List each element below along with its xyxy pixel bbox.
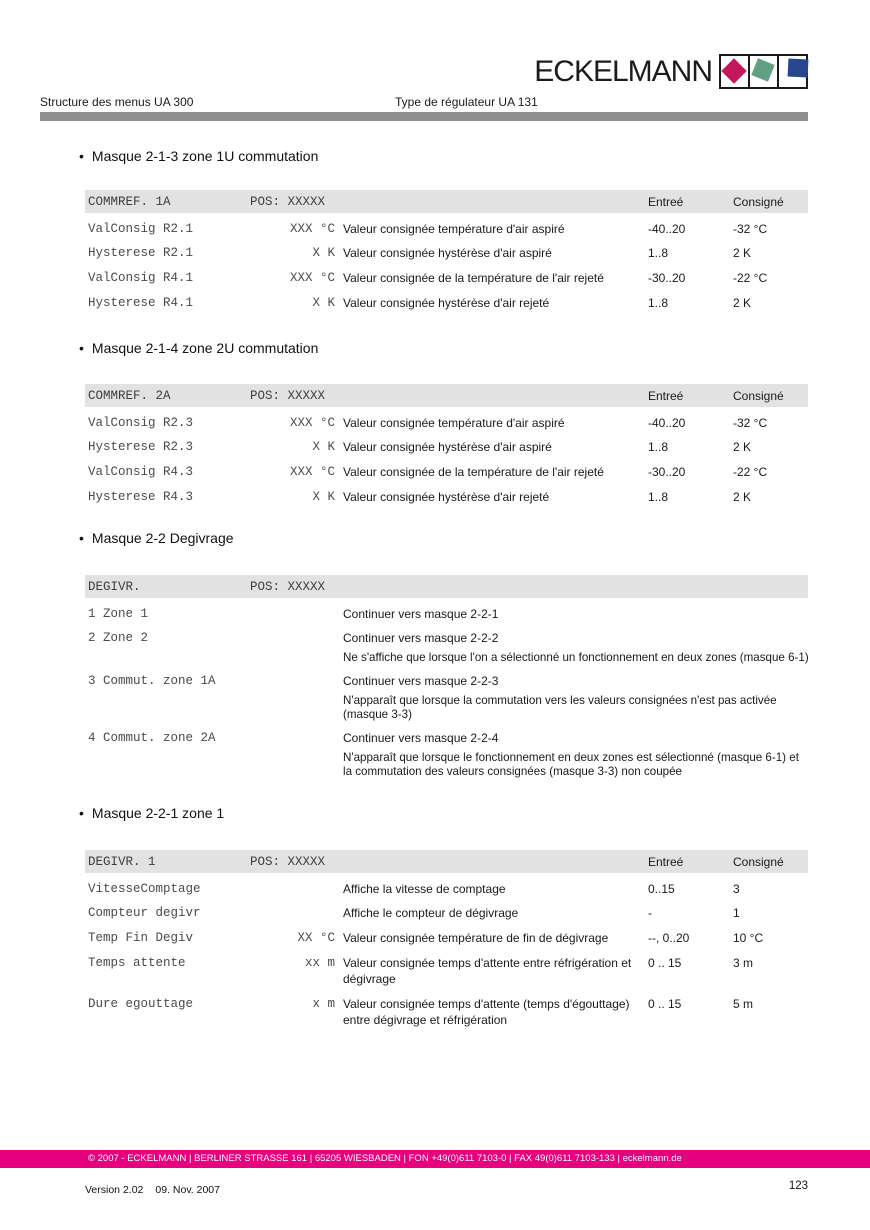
page-number: 123 bbox=[788, 1180, 808, 1192]
section-title-masque-2-1-3 bbox=[79, 148, 318, 164]
table-name: COMMREF. 1A bbox=[88, 194, 171, 209]
table-row bbox=[88, 627, 808, 670]
table-row bbox=[88, 927, 808, 952]
param-description: Valeur consignée hystérèse d'air aspiré bbox=[343, 440, 552, 455]
header-divider bbox=[40, 112, 808, 121]
param-note: Ne s'affiche que lorsque l'on a sélectionné un fonctionnement en deux zones (masque 6-1) bbox=[343, 650, 809, 664]
table-row bbox=[88, 877, 808, 902]
col-header-consigne: Consigné bbox=[733, 194, 784, 209]
col-header-entree: Entreé bbox=[648, 388, 684, 403]
param-unit: XXX °C bbox=[289, 221, 335, 236]
entree-value: -30..20 bbox=[648, 465, 686, 480]
param-unit: X K bbox=[312, 295, 335, 310]
param-name: Hysterese R4.3 bbox=[88, 489, 194, 504]
table-pos: POS: XXXXX bbox=[250, 579, 326, 594]
param-name: Hysterese R4.1 bbox=[88, 295, 194, 310]
table-row bbox=[88, 217, 808, 242]
bullet-icon: • bbox=[79, 805, 84, 821]
entree-value: - bbox=[648, 906, 652, 921]
footer-contact-text: © 2007 - ECKELMANN | BERLINER STRASSE 161 | 65205 WIESBADEN | FON +49(0)611 7103-0 | FAX 49(0)611 7103-133 | eckelmann.de bbox=[88, 1153, 682, 1164]
logo-diamond-magenta-icon bbox=[719, 54, 750, 89]
logo-diamond-green-icon bbox=[748, 54, 779, 89]
param-name: Dure egouttage bbox=[88, 996, 194, 1011]
entree-value: 0 .. 15 bbox=[648, 996, 682, 1011]
param-unit: XXX °C bbox=[289, 415, 335, 430]
param-unit: X K bbox=[312, 440, 335, 455]
table-commref-2a bbox=[85, 384, 808, 510]
table-row bbox=[88, 291, 808, 316]
entree-value: -40..20 bbox=[648, 415, 686, 430]
eckelmann-logo-text: ECKELMANN bbox=[534, 54, 712, 88]
param-unit: XX °C bbox=[297, 931, 335, 946]
param-name: 2 Zone 2 bbox=[88, 631, 149, 646]
consigne-value: 5 m bbox=[733, 996, 754, 1011]
consigne-value: 2 K bbox=[733, 295, 752, 310]
param-name: Hysterese R2.1 bbox=[88, 246, 194, 261]
param-description: Valeur consignée de la température de l'air rejeté bbox=[343, 271, 604, 286]
param-unit: x m bbox=[312, 996, 335, 1011]
table-row bbox=[88, 485, 808, 510]
table-row bbox=[88, 242, 808, 267]
table-row bbox=[88, 902, 808, 927]
section-title-text: Masque 2-1-4 zone 2U commutation bbox=[91, 340, 319, 356]
table-row bbox=[88, 992, 808, 1033]
eckelmann-logo bbox=[534, 54, 808, 89]
section-title-masque-2-2-1 bbox=[79, 805, 224, 821]
version-label: Version 2.02 bbox=[85, 1184, 144, 1196]
table-row bbox=[88, 951, 808, 992]
param-name: Temps attente bbox=[88, 955, 186, 970]
col-header-entree: Entreé bbox=[648, 854, 684, 869]
param-name: ValConsig R2.1 bbox=[88, 221, 194, 236]
consigne-value: 2 K bbox=[733, 440, 752, 455]
bullet-icon: • bbox=[79, 148, 84, 164]
consigne-value: 3 bbox=[733, 881, 740, 896]
col-header-consigne: Consigné bbox=[733, 854, 784, 869]
param-description: Valeur consignée hystérèse d'air rejeté bbox=[343, 295, 550, 310]
param-description: Continuer vers masque 2-2-4 bbox=[343, 731, 499, 746]
consigne-value: -22 °C bbox=[733, 465, 768, 480]
param-name: Compteur degivr bbox=[88, 906, 201, 921]
entree-value: 1..8 bbox=[648, 295, 669, 310]
param-unit: xx m bbox=[304, 955, 335, 970]
table-name: DEGIVR. 1 bbox=[88, 854, 156, 869]
table-commref-1a bbox=[85, 190, 808, 316]
table-header-row bbox=[85, 850, 808, 873]
param-name: 1 Zone 1 bbox=[88, 606, 149, 621]
param-name: VitesseComptage bbox=[88, 881, 201, 896]
entree-value: 0 .. 15 bbox=[648, 955, 682, 970]
header-left-title: Structure des menus UA 300 bbox=[40, 95, 194, 109]
consigne-value: 3 m bbox=[733, 955, 754, 970]
param-unit: XXX °C bbox=[289, 465, 335, 480]
table-row bbox=[88, 436, 808, 461]
param-description: Valeur consignée hystérèse d'air rejeté bbox=[343, 489, 550, 504]
entree-value: 1..8 bbox=[648, 489, 669, 504]
table-header-row bbox=[85, 190, 808, 213]
consigne-value: 2 K bbox=[733, 489, 752, 504]
param-description: Valeur consignée température d'air aspiré bbox=[343, 415, 565, 430]
param-description: Valeur consignée hystérèse d'air aspiré bbox=[343, 246, 552, 261]
param-name: 4 Commut. zone 2A bbox=[88, 731, 216, 746]
table-body bbox=[85, 411, 808, 510]
param-description: Valeur consignée temps d'attente (temps d'égouttage) entre dégivrage et réfrigération bbox=[343, 996, 630, 1028]
eckelmann-logo-mark-icon bbox=[719, 54, 808, 89]
param-description: Affiche le compteur de dégivrage bbox=[343, 906, 519, 921]
bullet-icon: • bbox=[79, 530, 84, 546]
date-label: 09. Nov. 2007 bbox=[155, 1184, 220, 1196]
table-name: COMMREF. 2A bbox=[88, 388, 171, 403]
param-description: Continuer vers masque 2-2-2 bbox=[343, 631, 499, 646]
param-name: 3 Commut. zone 1A bbox=[88, 674, 216, 689]
param-note: N'apparaît que lorsque la commutation vers les valeurs consignées n'est pas activée (masque 3-3) bbox=[343, 693, 777, 722]
param-name: Temp Fin Degiv bbox=[88, 931, 194, 946]
footer-version-line bbox=[85, 1184, 220, 1196]
entree-value: -40..20 bbox=[648, 221, 686, 236]
param-description: Valeur consignée température d'air aspiré bbox=[343, 221, 565, 236]
param-description: Valeur consignée température de fin de dégivrage bbox=[343, 931, 609, 946]
table-body bbox=[85, 602, 808, 784]
table-row bbox=[88, 602, 808, 627]
param-unit: XXX °C bbox=[289, 271, 335, 286]
header-center-title: Type de régulateur UA 131 bbox=[395, 95, 538, 109]
consigne-value: -32 °C bbox=[733, 221, 768, 236]
col-header-consigne: Consigné bbox=[733, 388, 784, 403]
section-title-text: Masque 2-2 Degivrage bbox=[91, 530, 234, 546]
table-pos: POS: XXXXX bbox=[250, 388, 326, 403]
entree-value: -30..20 bbox=[648, 271, 686, 286]
table-body bbox=[85, 217, 808, 316]
col-header-entree: Entreé bbox=[648, 194, 684, 209]
param-description: Continuer vers masque 2-2-3 bbox=[343, 674, 499, 689]
param-name: Hysterese R2.3 bbox=[88, 440, 194, 455]
param-unit: X K bbox=[312, 246, 335, 261]
param-description: Valeur consignée temps d'attente entre réfrigération et dégivrage bbox=[343, 955, 632, 987]
param-unit: X K bbox=[312, 489, 335, 504]
consigne-value: 1 bbox=[733, 906, 740, 921]
bullet-icon: • bbox=[79, 340, 84, 356]
footer-brand-bar bbox=[0, 1150, 870, 1168]
table-degivr-1 bbox=[85, 850, 808, 1033]
table-name: DEGIVR. bbox=[88, 579, 141, 594]
consigne-value: -32 °C bbox=[733, 415, 768, 430]
param-note: N'apparaît que lorsque le fonctionnement en deux zones est sélectionné (masque 6-1) et la commutation des valeurs consignées (masque 3-3) non coupée bbox=[343, 750, 799, 779]
logo-square-blue-icon bbox=[777, 54, 808, 89]
entree-value: 1..8 bbox=[648, 246, 669, 261]
consigne-value: 10 °C bbox=[733, 931, 764, 946]
table-pos: POS: XXXXX bbox=[250, 854, 326, 869]
param-description: Valeur consignée de la température de l'air rejeté bbox=[343, 465, 604, 480]
consigne-value: -22 °C bbox=[733, 271, 768, 286]
param-name: ValConsig R4.1 bbox=[88, 271, 194, 286]
entree-value: 0..15 bbox=[648, 881, 675, 896]
consigne-value: 2 K bbox=[733, 246, 752, 261]
param-name: ValConsig R2.3 bbox=[88, 415, 194, 430]
table-header-row bbox=[85, 575, 808, 598]
table-degivr bbox=[85, 575, 808, 784]
table-body bbox=[85, 877, 808, 1033]
table-row bbox=[88, 670, 808, 727]
section-title-text: Masque 2-2-1 zone 1 bbox=[91, 805, 225, 821]
param-description: Continuer vers masque 2-2-1 bbox=[343, 606, 499, 621]
param-description: Affiche la vitesse de comptage bbox=[343, 881, 506, 896]
table-row bbox=[88, 267, 808, 292]
section-title-masque-2-1-4 bbox=[79, 340, 318, 356]
table-row bbox=[88, 461, 808, 486]
entree-value: --, 0..20 bbox=[648, 931, 690, 946]
entree-value: 1..8 bbox=[648, 440, 669, 455]
section-title-text: Masque 2-1-3 zone 1U commutation bbox=[91, 148, 319, 164]
table-header-row bbox=[85, 384, 808, 407]
table-pos: POS: XXXXX bbox=[250, 194, 326, 209]
table-row bbox=[88, 411, 808, 436]
param-name: ValConsig R4.3 bbox=[88, 465, 194, 480]
section-title-masque-2-2 bbox=[79, 530, 234, 546]
table-row bbox=[88, 727, 808, 784]
